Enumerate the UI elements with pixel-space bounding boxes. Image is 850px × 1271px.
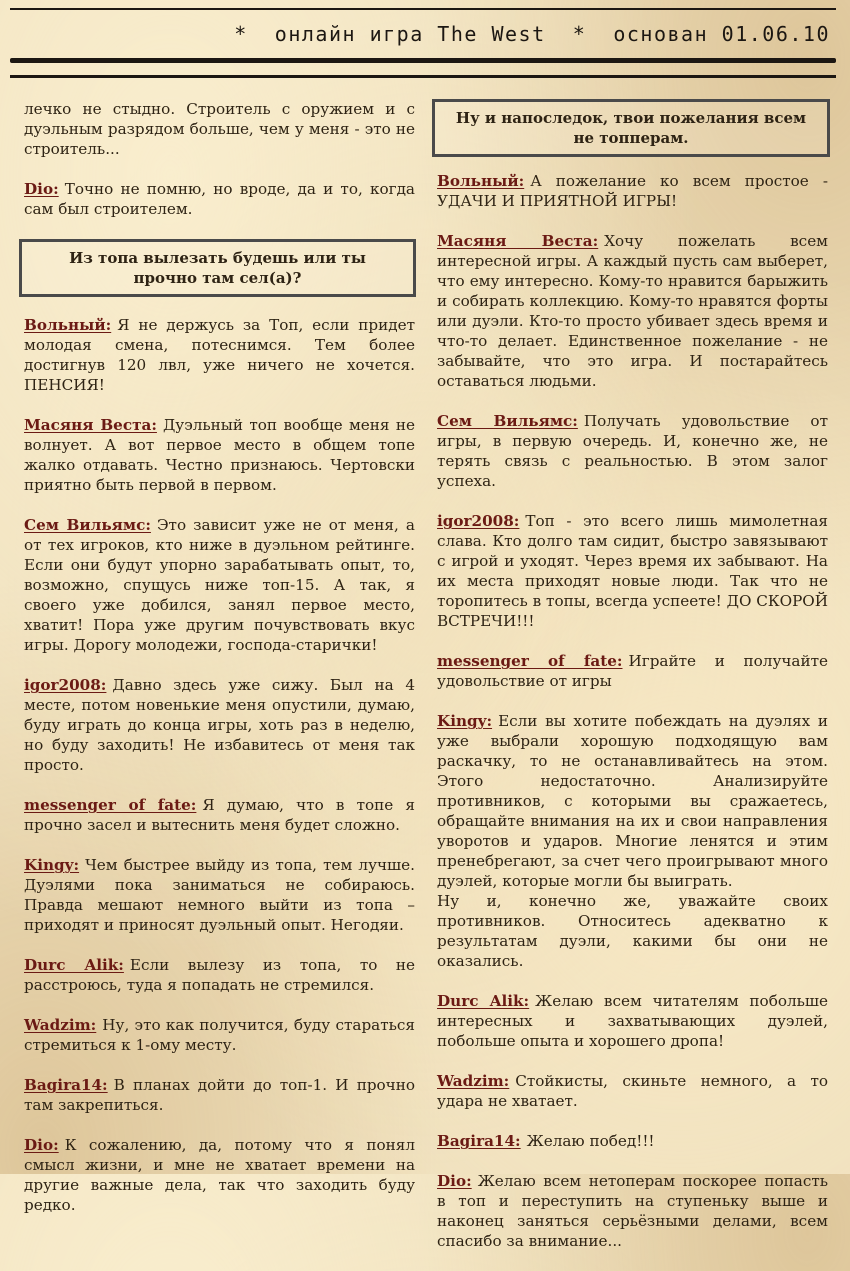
answer-text: Давно здесь уже сижу. Был на 4 месте, потом новенькие меня опустили, думаю, буду играть до конца игры, хоть раз в неделю, но буду заходить! Не избавитесь от меня так просто. bbox=[24, 676, 415, 774]
answer-text: В планах дойти до топ-1. И прочно там закрепиться. bbox=[24, 1076, 415, 1114]
header-rule-thick bbox=[10, 58, 836, 63]
left-column bbox=[24, 99, 415, 1235]
speaker-name: Wadzim: bbox=[437, 1072, 510, 1090]
answer-item bbox=[437, 231, 828, 391]
answer-item bbox=[24, 855, 415, 935]
speaker-name: Durc Alik: bbox=[437, 992, 530, 1010]
answer-text: Желаю всем читателям побольше интересных и захватывающих дуэлей, побольше опыта и хорошего дропа! bbox=[437, 992, 829, 1050]
answer-text: Точно не помню, но вроде, да и то, когда сам был строителем. bbox=[24, 180, 415, 218]
speaker-name: Kingy: bbox=[24, 856, 80, 874]
speaker-name: Масяня Веста: bbox=[24, 416, 157, 434]
answer-item bbox=[437, 511, 828, 631]
header-rule-top bbox=[10, 8, 836, 10]
speaker-name: Масяня Веста: bbox=[437, 232, 599, 250]
speaker-name: Kingy: bbox=[437, 712, 493, 730]
intro-text: лечко не стыдно. Строитель с оружием и с дуэльным разрядом больше, чем у меня - это не строитель... bbox=[24, 100, 415, 158]
answer-item bbox=[437, 1071, 828, 1111]
answer-text: Стойкисты, скиньте немного, а то удара не хватает. bbox=[437, 1072, 828, 1110]
answer-continuation: Ну и, конечно же, уважайте своих противников. Относитесь адекватно к результатам дуэли, какими бы они не оказались. bbox=[437, 892, 828, 970]
answer-text: Получать удовольствие от игры, в первую очередь. И, конечно же, не терять связь с реальностью. В этом залог успеха. bbox=[437, 412, 828, 490]
answer-text: Топ - это всего лишь мимолетная слава. Кто долго там сидит, быстро завязывают с игрой и уходят. Через время их забывают. На их места приходят новые люди. Так что не торопитесь в топы, всегда успеете! ДО СКОРОЙ ВСТРЕЧИ!!! bbox=[437, 512, 828, 630]
speaker-name: Wadzim: bbox=[24, 1016, 97, 1034]
answer-text: Хочу пожелать всем интересной игры. А каждый пусть сам выберет, что ему интересно. Кому-то нравится барыжить и собирать коллекцию. Кому-то нравятся форты или дуэли. Кто-то просто убивает здесь время и что-то делает. Единственное пожелание - не забывайте, что это игра. И постарайтесь оставаться людьми. bbox=[437, 232, 828, 390]
answer-dio-intro bbox=[24, 179, 415, 219]
speaker-name: igor2008: bbox=[24, 676, 107, 694]
answer-text: Я думаю, что в топе я прочно засел и вытеснить меня будет сложно. bbox=[24, 796, 415, 834]
speaker-name: igor2008: bbox=[437, 512, 520, 530]
answer-item bbox=[437, 1171, 828, 1251]
answer-text: Это зависит уже не от меня, а от тех игроков, кто ниже в дуэльном рейтинге. Если они будут упорно зарабатывать опыт, то, возможно, спущусь ниже топ-15. А так, я своего уже добился, занял первое место, хватит! Пора уже другим почувствовать вкус игры. Дорогу молодежи, господа-старички! bbox=[24, 516, 415, 654]
speaker-name: Dio: bbox=[24, 1136, 59, 1154]
speaker-name: Durc Alik: bbox=[24, 956, 124, 974]
answer-text: К сожалению, да, потому что я понял смысл жизни, и мне не хватает времени на другие важные дела, так что заходить буду редко. bbox=[24, 1136, 415, 1214]
speaker-name: Сем Вильямс: bbox=[24, 516, 151, 534]
answer-text: Дуэльный топ вообще меня не волнует. А вот первое место в общем топе жалко отдавать. Честно признаюсь. Чертовски приятно быть первой в первом. bbox=[24, 416, 415, 494]
answer-item bbox=[437, 711, 828, 891]
answer-item bbox=[24, 955, 415, 995]
answer-text: Ну, это как получится, буду стараться стремиться к 1-ому месту. bbox=[24, 1016, 415, 1054]
answer-item bbox=[437, 411, 828, 491]
answer-text: Играйте и получайте удовольствие от игры bbox=[437, 652, 829, 690]
answer-item bbox=[437, 1131, 828, 1151]
speaker-name: Вольный: bbox=[24, 316, 112, 334]
answer-text: А пожелание ко всем простое - УДАЧИ И ПРИЯТНОЙ ИГРЫ! bbox=[437, 172, 828, 210]
right-column bbox=[437, 99, 828, 1271]
header-rule-bottom bbox=[10, 75, 836, 78]
answer-item bbox=[24, 1135, 415, 1215]
answer-text: Если вылезу из топа, то не расстроюсь, туда я попадать не стремился. bbox=[24, 956, 416, 994]
answer-text: Желаю побед!!! bbox=[526, 1132, 655, 1150]
masthead-title: * онлайн игра The West * основан 01.06.10 bbox=[234, 22, 830, 46]
answer-item bbox=[24, 415, 415, 495]
answer-item bbox=[437, 991, 828, 1051]
question-box: Ну и напоследок, твои пожелания всем не топперам. bbox=[432, 99, 830, 157]
answer-text: Я не держусь за Топ, если придет молодая смена, потеснимся. Тем более достигнув 120 лвл, уже ничего не хочется. ПЕНСИЯ! bbox=[24, 316, 415, 394]
answer-text: Чем быстрее выйду из топа, тем лучше. Дуэлями пока заниматься не собираюсь. Правда мешают немного выйти из топа – приходят и приносят дуэльный опыт. Негодяи. bbox=[24, 856, 415, 934]
answer-item bbox=[437, 651, 828, 691]
page-header bbox=[0, 0, 850, 82]
answer-item bbox=[24, 675, 415, 775]
answer-item bbox=[437, 171, 828, 211]
speaker-name: Сем Вильямс: bbox=[437, 412, 578, 430]
answer-text: Если вы хотите побеждать на дуэлях и уже выбрали хорошую подходящую вам раскачку, то не останавливайтесь на этом. Этого недостаточно. Анализируйте противников, с которыми вы сражаетесь, обращайте внимания на их и свои направления уворотов и ударов. Многие ленятся и этим пренебрегают, за счет чего проигрывают много дуэлей, которые могли бы выиграть. bbox=[437, 712, 828, 890]
speaker-name: Bagira14: bbox=[24, 1076, 108, 1094]
speaker-name: Dio: bbox=[437, 1172, 472, 1190]
answer-item bbox=[24, 1015, 415, 1055]
answer-item bbox=[24, 315, 415, 395]
answer-text: Желаю всем нетоперам поскорее попасть в топ и переступить на ступеньку выше и наконец заняться серьёзными делами, всем спасибо за внимание... bbox=[437, 1172, 828, 1250]
answer-item bbox=[24, 515, 415, 655]
answer-item bbox=[24, 795, 415, 835]
question-box: Из топа вылезать будешь или ты прочно там сел(а)? bbox=[19, 239, 416, 297]
answer-item bbox=[24, 1075, 415, 1115]
speaker-name: Dio: bbox=[24, 180, 59, 198]
speaker-name: Bagira14: bbox=[437, 1132, 521, 1150]
speaker-name: Вольный: bbox=[437, 172, 525, 190]
speaker-name: messenger of fate: bbox=[437, 652, 623, 670]
speaker-name: messenger of fate: bbox=[24, 796, 197, 814]
